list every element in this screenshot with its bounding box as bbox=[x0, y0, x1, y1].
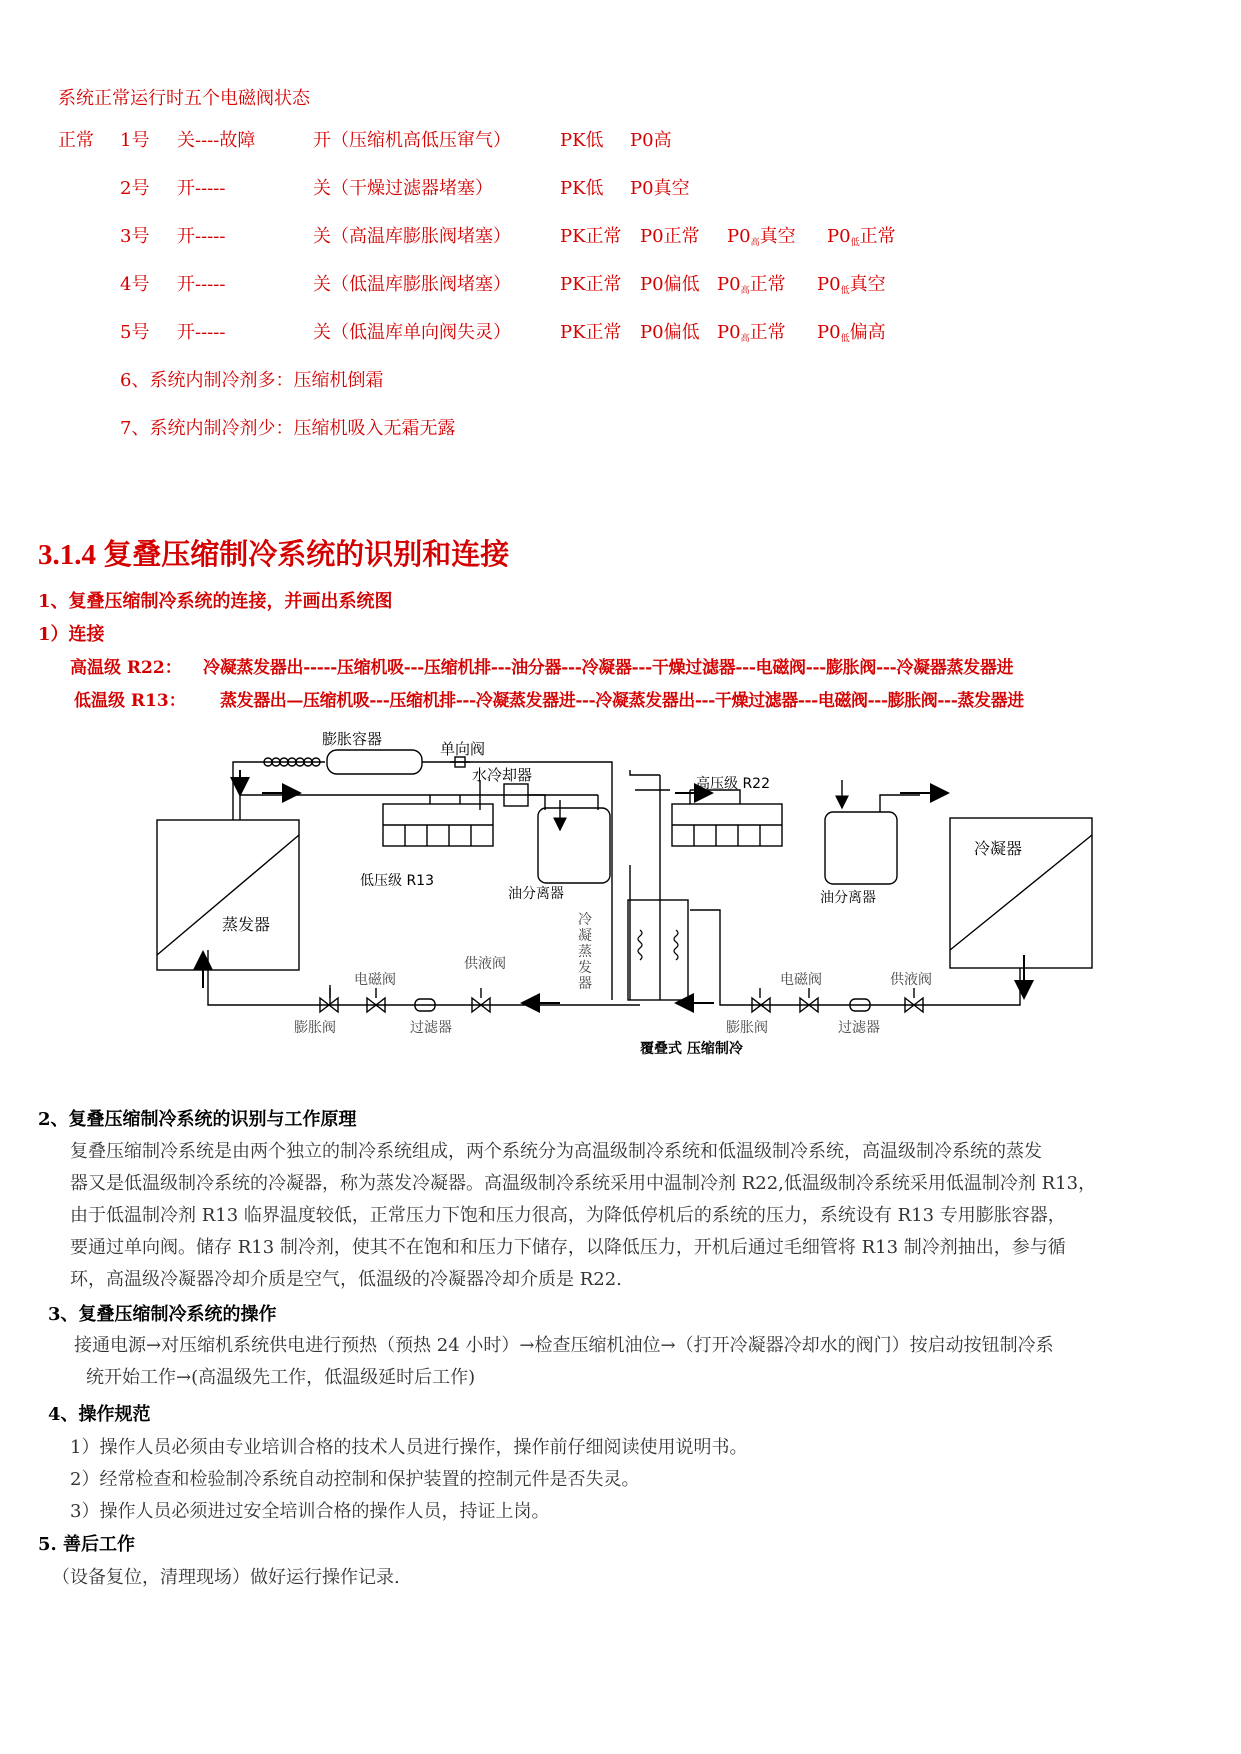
section2-line: 复叠压缩制冷系统是由两个独立的制冷系统组成，两个系统分为高温级制冷系统和低温级制冷系统，高温级制冷系统的蒸发 bbox=[70, 1141, 1042, 1162]
label-filter-right: 过滤器 bbox=[838, 1020, 880, 1036]
label-supply-right: 供液阀 bbox=[890, 972, 932, 988]
pk-value: PK低 bbox=[560, 130, 604, 151]
section4-heading: 4、操作规范 bbox=[48, 1404, 151, 1425]
valve-num: 4号 bbox=[120, 274, 150, 295]
valve-status-title: 系统正常运行时五个电磁阀状态 bbox=[58, 88, 310, 109]
p0-high: $P0_高$正常 bbox=[717, 274, 786, 296]
valve-num: 2号 bbox=[120, 178, 150, 199]
high-stage-path: 冷凝蒸发器出-----压缩机吸---压缩机排---油分器---冷凝器---干燥过滤器---电磁阀---膨胀阀---冷凝器蒸发器进 bbox=[203, 658, 1014, 678]
oil-separator-right-shape bbox=[825, 812, 897, 884]
section4-item: 1）操作人员必须由专业培训合格的技术人员进行操作，操作前仔细阅读使用说明书。 bbox=[70, 1437, 748, 1458]
valve-num: 1号 bbox=[120, 130, 150, 151]
label-supply-left: 供液阀 bbox=[464, 956, 506, 972]
note-6: 6、系统内制冷剂多：压缩机倒霜 bbox=[120, 370, 384, 391]
p0-high: $P0_高$正常 bbox=[717, 322, 786, 344]
section2-heading: 2、复叠压缩制冷系统的识别与工作原理 bbox=[38, 1109, 357, 1130]
section2-line: 由于低温制冷剂 R13 临界温度较低，正常压力下饱和压力很高，为降低停机后的系统的压力，系统设有 R13 专用膨胀容器， bbox=[70, 1205, 1066, 1226]
label-cond-evap: 冷凝蒸发器 bbox=[578, 912, 592, 992]
valve-fault: 关（低温库单向阀失灵） bbox=[313, 322, 511, 343]
section4-item: 3）操作人员必须进过安全培训合格的操作人员，持证上岗。 bbox=[70, 1501, 550, 1522]
label-evaporator: 蒸发器 bbox=[222, 915, 271, 934]
p0-value: P0真空 bbox=[630, 178, 690, 199]
p0-value: P0偏低 bbox=[640, 274, 700, 295]
p0-high: $P0_高$真空 bbox=[727, 226, 796, 248]
pk-value: PK正常 bbox=[560, 226, 622, 247]
label-oil-separator-right: 油分离器 bbox=[820, 890, 876, 906]
label-filter-left: 过滤器 bbox=[410, 1020, 452, 1036]
label-high-stage: 高压级 R22 bbox=[696, 776, 770, 792]
label-low-stage: 低压级 R13 bbox=[360, 873, 434, 889]
pk-value: PK正常 bbox=[560, 322, 622, 343]
label-condenser: 冷凝器 bbox=[974, 839, 1023, 858]
diagram-caption: 覆叠式 压缩制冷 bbox=[640, 1041, 743, 1057]
note-7: 7、系统内制冷剂少：压缩机吸入无霜无露 bbox=[120, 418, 456, 439]
p0-value: P0偏低 bbox=[640, 322, 700, 343]
pk-value: PK低 bbox=[560, 178, 604, 199]
section2-line: 环，高温级冷凝器冷却介质是空气，低温级的冷凝器冷却介质是 R22. bbox=[70, 1269, 622, 1290]
valve-fault: 关（高温库膨胀阀堵塞） bbox=[313, 226, 511, 247]
valve-fault: 关（干燥过滤器堵塞） bbox=[313, 178, 493, 199]
label-solenoid-left: 电磁阀 bbox=[354, 972, 396, 988]
low-stage-label: 低温级 R13： bbox=[74, 691, 186, 711]
section5-heading: 5. 善后工作 bbox=[38, 1534, 136, 1555]
pk-value: PK正常 bbox=[560, 274, 622, 295]
high-stage-label: 高温级 R22： bbox=[70, 658, 182, 678]
valve-state: 关----故障 bbox=[177, 130, 256, 151]
valve-num: 3号 bbox=[120, 226, 150, 247]
section4-item: 2）经常检查和检验制冷系统自动控制和保护装置的控制元件是否失灵。 bbox=[70, 1469, 640, 1490]
p0-low: $P0_低$正常 bbox=[827, 226, 896, 248]
valve-state: 开----- bbox=[177, 226, 226, 247]
p0-low: $P0_低$真空 bbox=[817, 274, 886, 296]
oil-separator-left-shape bbox=[538, 808, 610, 883]
section2-line: 器又是低温级制冷系统的冷凝器，称为蒸发冷凝器。高温级制冷系统采用中温制冷剂 R22,低温级制冷系统采用低温制冷剂 R13， bbox=[70, 1173, 1097, 1194]
p0-value: P0正常 bbox=[640, 226, 700, 247]
section3-heading: 3、复叠压缩制冷系统的操作 bbox=[48, 1304, 277, 1325]
valve-state: 开----- bbox=[177, 274, 226, 295]
label-check-valve: 单向阀 bbox=[440, 740, 486, 758]
section-heading: 3.1.4 复叠压缩制冷系统的识别和连接 bbox=[38, 539, 510, 571]
label-expansion-right: 膨胀阀 bbox=[726, 1020, 768, 1036]
expansion-vessel-shape bbox=[327, 750, 422, 774]
section3-line: 统开始工作→(高温级先工作，低温级延时后工作) bbox=[86, 1367, 476, 1388]
section3-line: 接通电源→对压缩机系统供电进行预热（预热 24 小时）→检查压缩机油位→（打开冷凝器冷却水的阀门）按启动按钮制冷系 bbox=[74, 1335, 1054, 1356]
label-expansion-vessel: 膨胀容器 bbox=[322, 730, 383, 748]
valve-state: 开----- bbox=[177, 178, 226, 199]
p0-value: P0高 bbox=[630, 130, 672, 151]
row-lead: 正常 bbox=[58, 130, 94, 151]
label-solenoid-right: 电磁阀 bbox=[780, 972, 822, 988]
item-1: 1、复叠压缩制冷系统的连接，并画出系统图 bbox=[38, 591, 393, 612]
section5-text: （设备复位，清理现场）做好运行操作记录. bbox=[52, 1567, 400, 1588]
valve-fault: 关（低温库膨胀阀堵塞） bbox=[313, 274, 511, 295]
label-water-cooler: 水冷却器 bbox=[472, 766, 533, 784]
low-stage-path: 蒸发器出—压缩机吸---压缩机排---冷凝蒸发器进---冷凝蒸发器出---干燥过滤器---电磁阀---膨胀阀---蒸发器进 bbox=[220, 691, 1024, 711]
valve-num: 5号 bbox=[120, 322, 150, 343]
label-expansion-left: 膨胀阀 bbox=[294, 1020, 336, 1036]
label-oil-separator-left: 油分离器 bbox=[508, 886, 564, 902]
valve-fault: 开（压缩机高低压窜气） bbox=[313, 130, 511, 151]
item-1-1: 1）连接 bbox=[38, 624, 105, 645]
cond-evap-shape bbox=[628, 900, 688, 1000]
valve-state: 开----- bbox=[177, 322, 226, 343]
section2-line: 要通过单向阀。储存 R13 制冷剂，使其不在饱和和压力下储存，以降低压力，开机后通过毛细管将 R13 制冷剂抽出，参与循 bbox=[70, 1237, 1066, 1258]
p0-low: $P0_低$偏高 bbox=[817, 322, 886, 344]
